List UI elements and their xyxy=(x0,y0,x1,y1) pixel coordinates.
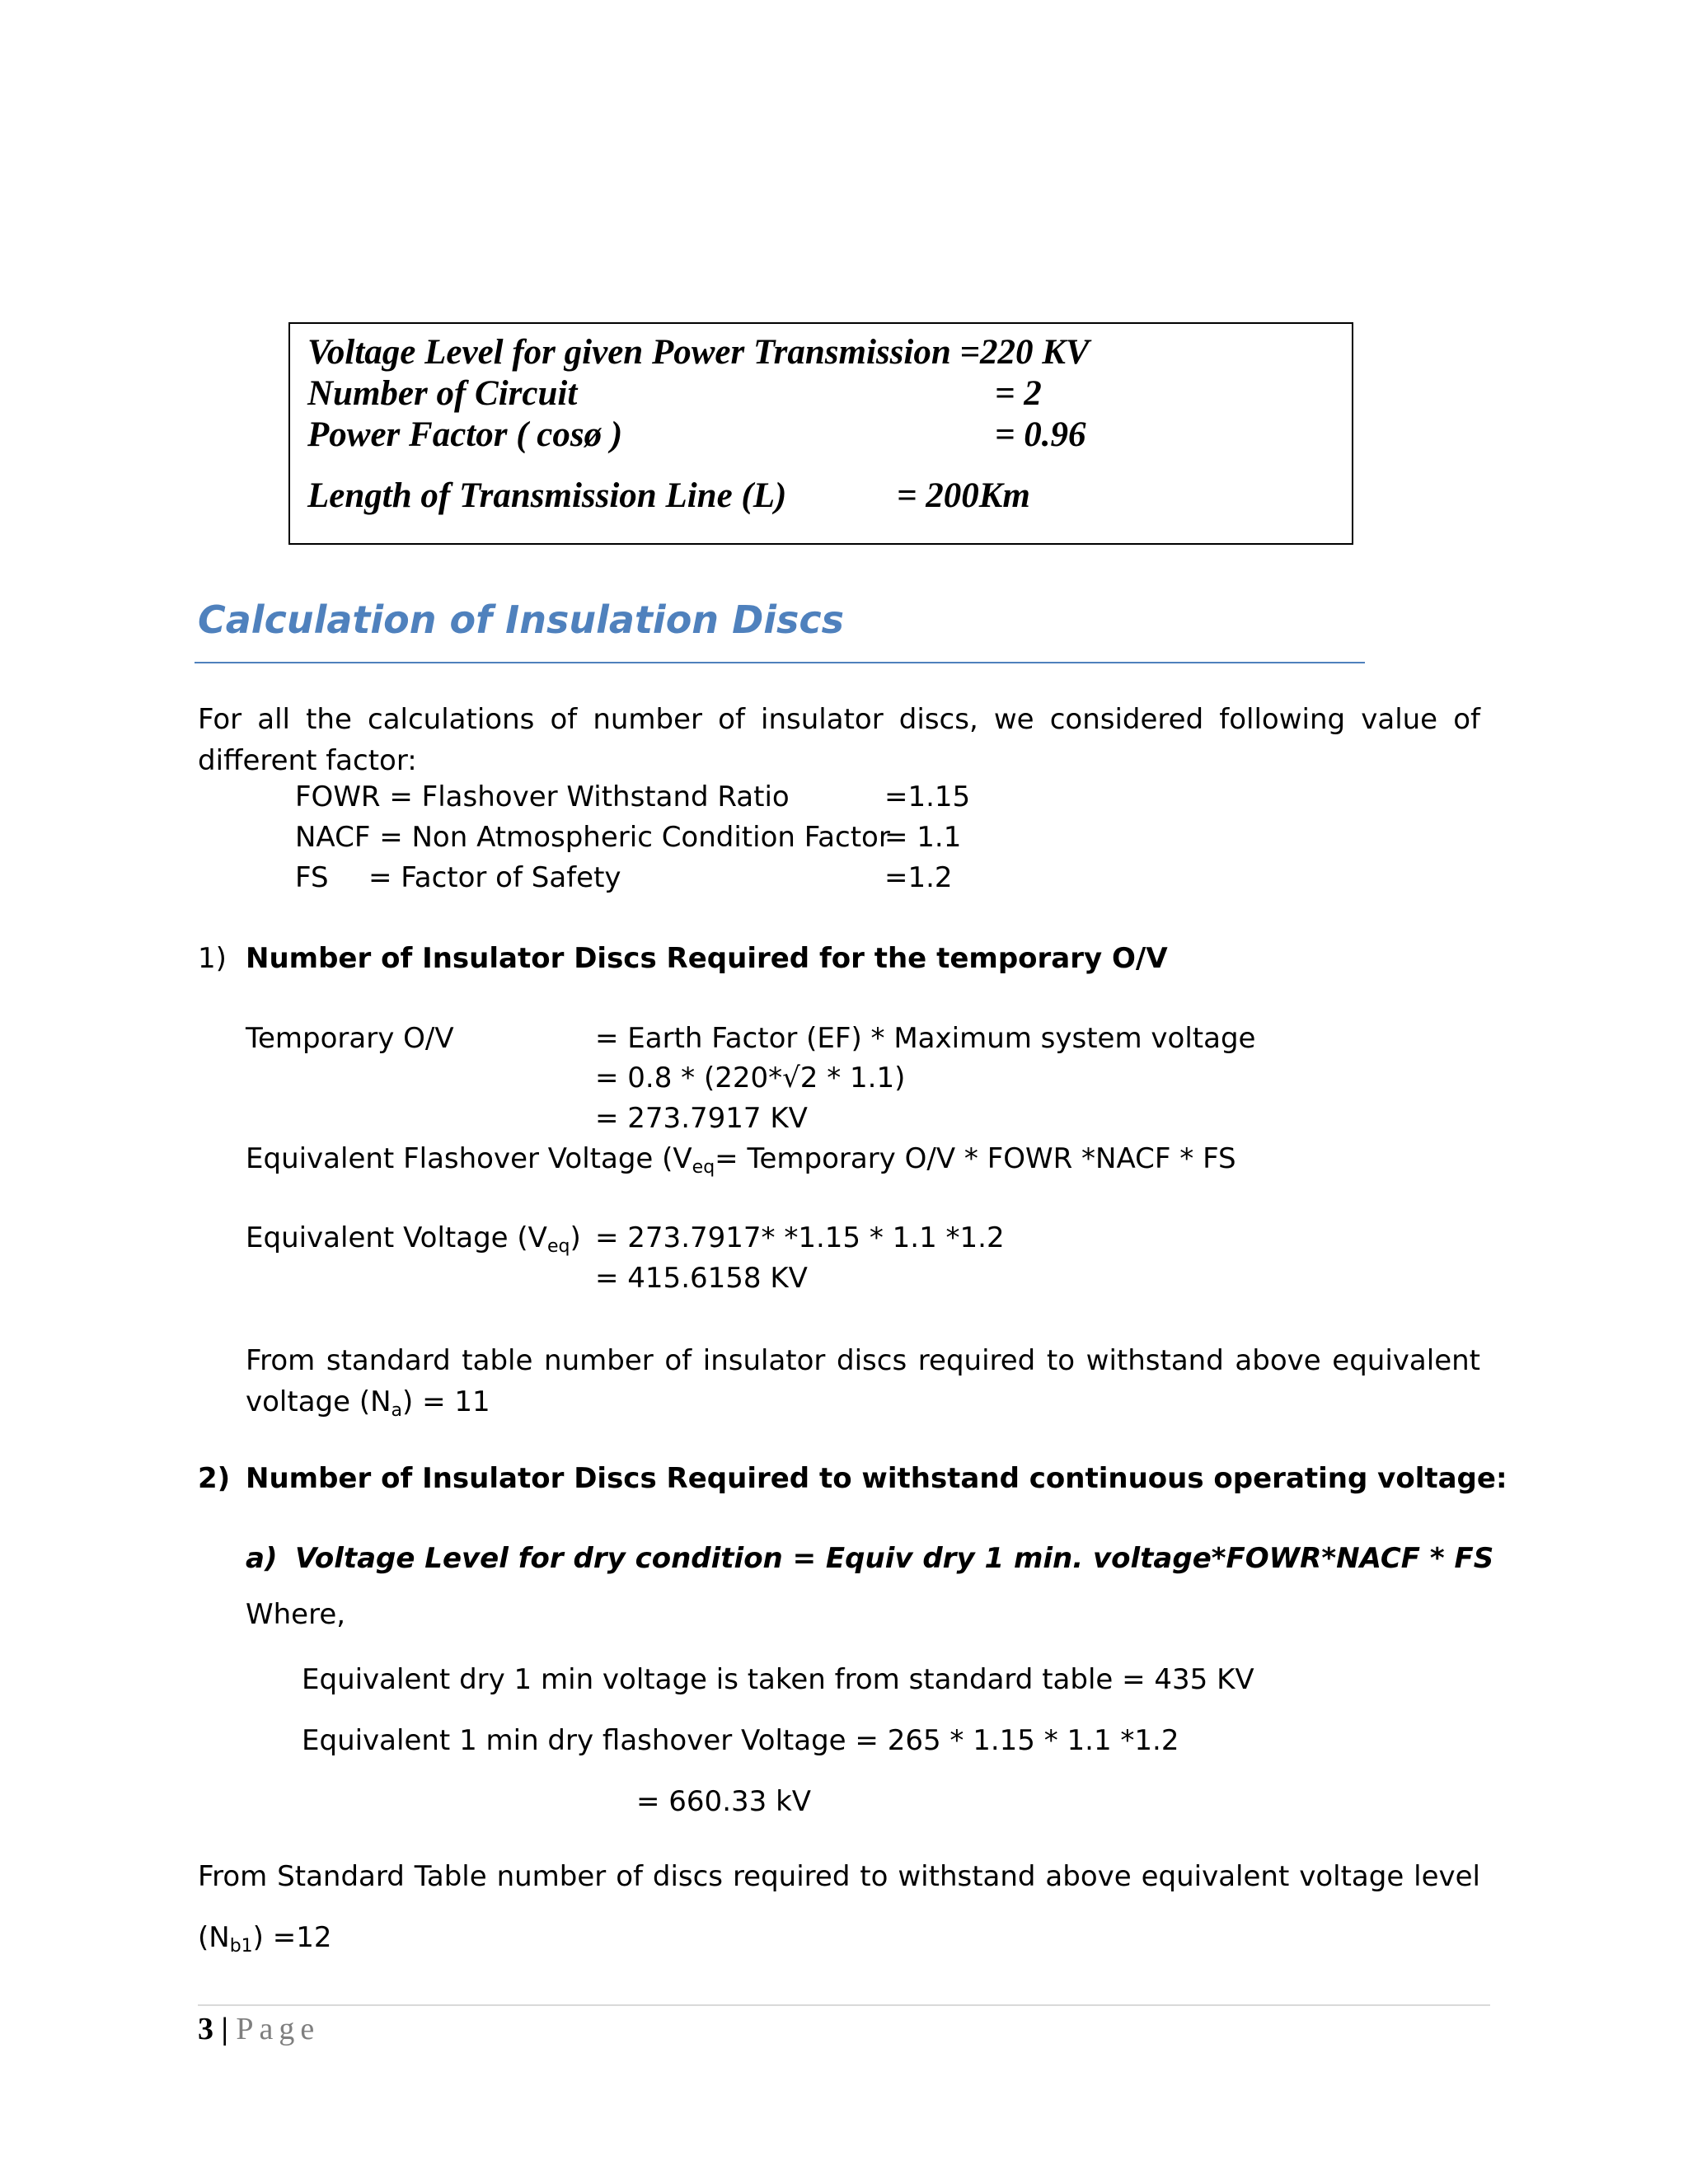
section-1-title: Number of Insulator Discs Required for the temporary O/V xyxy=(246,942,1168,975)
line-length-label: Length of Transmission Line (L) xyxy=(307,476,787,515)
footer-separator: | xyxy=(221,2012,228,2046)
dry-voltage-line: Equivalent dry 1 min voltage is taken from standard table = 435 KV xyxy=(302,1663,1254,1696)
subsection-a-title: Voltage Level for dry condition = Equiv dry 1 min. voltage*FOWR*NACF * FS xyxy=(295,1542,1494,1575)
page-word: Page xyxy=(236,2012,321,2046)
section-2-number: 2) xyxy=(198,1462,231,1495)
ev-suffix: ) xyxy=(570,1221,581,1254)
equivalent-flashover-formula xyxy=(246,1142,1236,1178)
temporary-ov-line-3: = 273.7917 KV xyxy=(595,1102,808,1135)
section-2-conclusion-text: From Standard Table number of discs required to withstand above equivalent voltage level (N xyxy=(198,1860,1480,1954)
section-heading: Calculation of Insulation Discs xyxy=(198,598,845,642)
factor-fs-value: =1.2 xyxy=(884,861,953,894)
equivalent-voltage-line-1: = 273.7917* *1.15 * 1.1 *1.2 xyxy=(595,1221,1005,1254)
dry-flashover-formula: Equivalent 1 min dry flashover Voltage = 265 * 1.15 * 1.1 *1.2 xyxy=(302,1724,1179,1757)
voltage-level-label: Voltage Level for given Power Transmission =220 KV xyxy=(307,333,1090,372)
dry-flashover-result: = 660.33 kV xyxy=(636,1785,812,1818)
page-number: 3 xyxy=(198,2012,213,2046)
circuit-value: = 2 xyxy=(995,374,1042,413)
factor-nacf-value: = 1.1 xyxy=(884,821,962,854)
equivalent-voltage-line-2: = 415.6158 KV xyxy=(595,1262,808,1295)
section-1-number: 1) xyxy=(198,942,227,975)
line-length-value: = 200Km xyxy=(897,476,1030,515)
section-1-conclusion xyxy=(246,1340,1480,1422)
power-factor-label: Power Factor ( cosø ) xyxy=(307,415,623,454)
intro-paragraph: For all the calculations of number of insulator discs, we considered following value of different factor: xyxy=(198,703,1480,777)
factor-nacf-label: NACF = Non Atmospheric Condition Factor xyxy=(295,821,890,854)
subsection-a-letter: a) xyxy=(246,1542,278,1575)
equivalent-voltage-label xyxy=(246,1221,581,1257)
temporary-ov-label: Temporary O/V xyxy=(246,1022,454,1055)
efv-suffix: = Temporary O/V * FOWR *NACF * FS xyxy=(715,1142,1236,1175)
power-factor-value: = 0.96 xyxy=(995,415,1086,454)
heading-underline xyxy=(195,662,1365,663)
ev-subscript: eq xyxy=(546,1236,570,1257)
where-label: Where, xyxy=(246,1598,346,1631)
circuit-label: Number of Circuit xyxy=(307,374,578,413)
section-2-title: Number of Insulator Discs Required to withstand continuous operating voltage: xyxy=(246,1462,1507,1495)
section-1-conclusion-end: ) = 11 xyxy=(402,1385,490,1418)
factor-fs-key: FS xyxy=(295,861,329,894)
factor-fs-label: = Factor of Safety xyxy=(368,861,621,894)
page-footer xyxy=(198,2011,320,2047)
footer-rule xyxy=(198,2004,1490,2006)
factor-fowr-value: =1.15 xyxy=(884,780,971,813)
factor-fowr-label: FOWR = Flashover Withstand Ratio xyxy=(295,780,790,813)
section-1-conclusion-subscript: a xyxy=(391,1400,403,1421)
section-2-conclusion-end: ) =12 xyxy=(252,1921,332,1954)
ev-prefix: Equivalent Voltage (V xyxy=(246,1221,547,1254)
temporary-ov-line-1: = Earth Factor (EF) * Maximum system voltage xyxy=(595,1022,1256,1055)
temporary-ov-line-2: = 0.8 * (220*√2 * 1.1) xyxy=(595,1062,906,1094)
section-1-conclusion-text: From standard table number of insulator discs required to withstand above equivalent voltage (N xyxy=(246,1344,1480,1418)
efv-subscript: eq xyxy=(692,1157,715,1178)
section-2-conclusion xyxy=(198,1846,1480,1968)
section-2-conclusion-subscript: b1 xyxy=(229,1936,253,1957)
efv-prefix: Equivalent Flashover Voltage (V xyxy=(246,1142,692,1175)
